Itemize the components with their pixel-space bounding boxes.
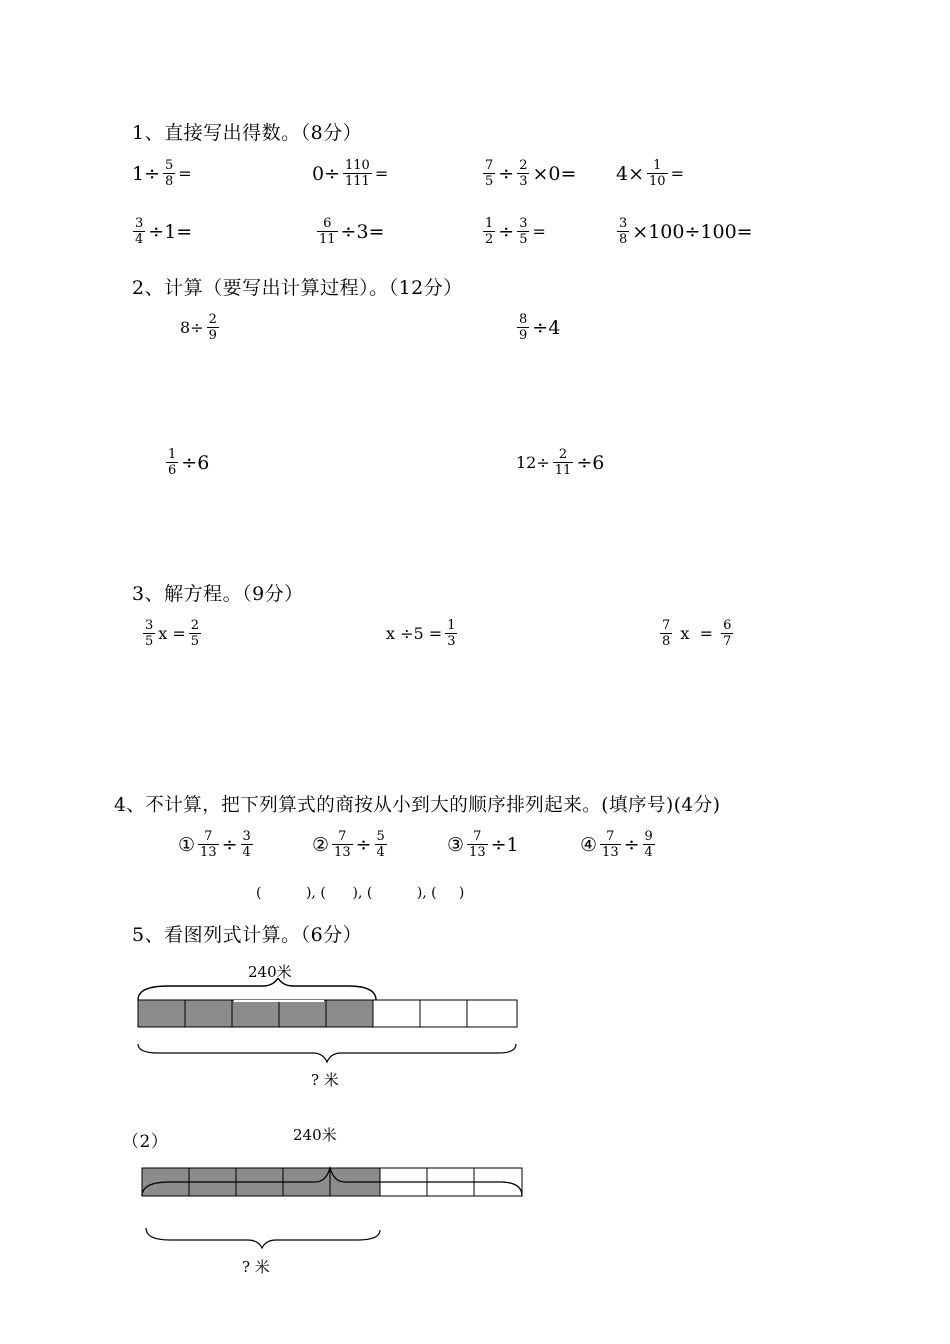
fraction: $\frac{7}{13}$ [200,829,217,860]
diagram1-top-label: 240米 [248,963,292,981]
expr-text: ×100÷100= [632,220,753,243]
option-2 [312,829,390,860]
fraction: $\frac{7}{13}$ [334,829,351,860]
top-brace [138,978,376,1000]
expr-text: ÷ [355,833,372,856]
shaded-segment [138,1000,185,1027]
option-number: ② [312,833,330,856]
fraction: $\frac{5}{8}$ [165,158,174,189]
fraction: $\frac{5}{4}$ [376,829,385,860]
problem-1-2 [312,158,388,189]
section3-heading: 3、解方程。（9分） [132,583,304,605]
bottom-brace [138,1044,516,1062]
fraction: $\frac{7}{8}$ [662,618,671,649]
shaded-segment [232,1000,279,1027]
problem-1-3 [480,158,576,189]
blank-segment [420,1000,467,1027]
diagram1-bottom-label: ? 米 [311,1071,339,1089]
option-number: ③ [447,833,465,856]
equation-1 [140,618,204,649]
problem-2-3 [163,447,209,478]
expr-text: ÷3= [340,220,385,243]
fraction: $\frac{6}{7}$ [723,618,732,649]
option-number: ④ [580,833,598,856]
equation-3 [657,618,736,649]
fraction: $\frac{2}{9}$ [208,312,217,343]
shaded-segment [326,1000,373,1027]
diagram1-bar [128,978,528,1068]
fraction: $\frac{2}{5}$ [190,618,200,649]
fraction: $\frac{7}{13}$ [469,829,486,860]
fraction: $\frac{1}{3}$ [447,618,456,649]
expr-text: ÷6 [181,451,210,474]
fraction: $\frac{9}{4}$ [644,829,653,860]
expr-text: = [178,164,192,183]
expr-text: = [374,164,389,183]
expr-text: ÷1 [490,833,519,856]
option-3 [447,829,519,860]
fraction: $\frac{1}{10}$ [649,158,666,189]
diagram2-number: （2） [122,1132,169,1152]
expr-text: = [670,164,684,183]
option-4 [580,829,658,860]
diagram2-bottom-label: ? 米 [242,1258,270,1276]
blank-segment [467,1000,517,1027]
fraction: $\frac{2}{3}$ [519,158,528,189]
blank-segment [373,1000,420,1027]
section2-heading: 2、计算（要写出计算过程）。（12分） [132,277,463,299]
expr-text: ÷4 [532,316,561,339]
fraction: $\frac{7}{13}$ [602,829,619,860]
problem-1-7 [480,216,546,247]
fraction: $\frac{3}{5}$ [519,216,528,247]
expr-text: 4× [616,162,645,185]
expr-text: ÷1= [148,220,193,243]
expr-text: x = [158,624,186,643]
expr-text: 0÷ [312,162,341,185]
problem-2-2 [514,312,560,343]
section4-heading: 4、不计算，把下列算式的商按从小到大的顺序排列起来。(填序号)(4分) [114,795,721,816]
problem-1-1 [132,158,192,189]
expr-text: ÷ [498,220,515,243]
section1-heading: 1、直接写出得数。（8分） [132,122,363,144]
option-1 [178,829,256,860]
shaded-segment [279,1000,326,1027]
problem-1-4 [616,158,684,189]
expr-text: 1÷ [132,162,161,185]
problem-1-5 [130,216,192,247]
expr-text: x ÷5 = [386,624,443,643]
expr-text: ÷ [221,833,238,856]
expr-text: 12÷ [516,453,550,472]
fraction: $\frac{3}{5}$ [145,618,154,649]
fraction: $\frac{7}{5}$ [485,158,494,189]
fraction: $\frac{3}{4}$ [242,829,251,860]
fraction: $\frac{3}{4}$ [135,216,144,247]
diagram2-bar [130,1150,530,1250]
expr-text: 8÷ [180,318,204,337]
fraction: $\frac{8}{9}$ [519,312,528,343]
option-number: ① [178,833,196,856]
expr-text: ÷6 [576,451,605,474]
expr-text: ×0= [532,162,577,185]
equation-2 [386,618,460,649]
fraction: $\frac{3}{8}$ [619,216,628,247]
fraction: $\frac{2}{11}$ [554,447,572,478]
fraction: $\frac{6}{11}$ [319,216,336,247]
problem-2-1 [180,312,222,343]
problem-2-4 [516,447,604,478]
expr-text: = [532,222,546,241]
shaded-segment [185,1000,232,1027]
problem-1-8 [614,216,753,247]
section5-heading: 5、看图列式计算。（6分） [132,924,363,946]
fraction: $\frac{1}{6}$ [168,447,177,478]
fraction: $\frac{110}{111}$ [345,158,370,189]
fraction: $\frac{1}{2}$ [485,216,494,247]
diagram2-top-label: 240米 [293,1126,337,1144]
expr-text: ÷ [498,162,515,185]
bottom-brace [146,1228,380,1248]
expr-text: x = [675,624,719,643]
expr-text: ÷ [623,833,640,856]
problem-1-6 [314,216,384,247]
answer-blanks[interactable]: ( ), ( ), ( ), ( ) [256,885,465,901]
